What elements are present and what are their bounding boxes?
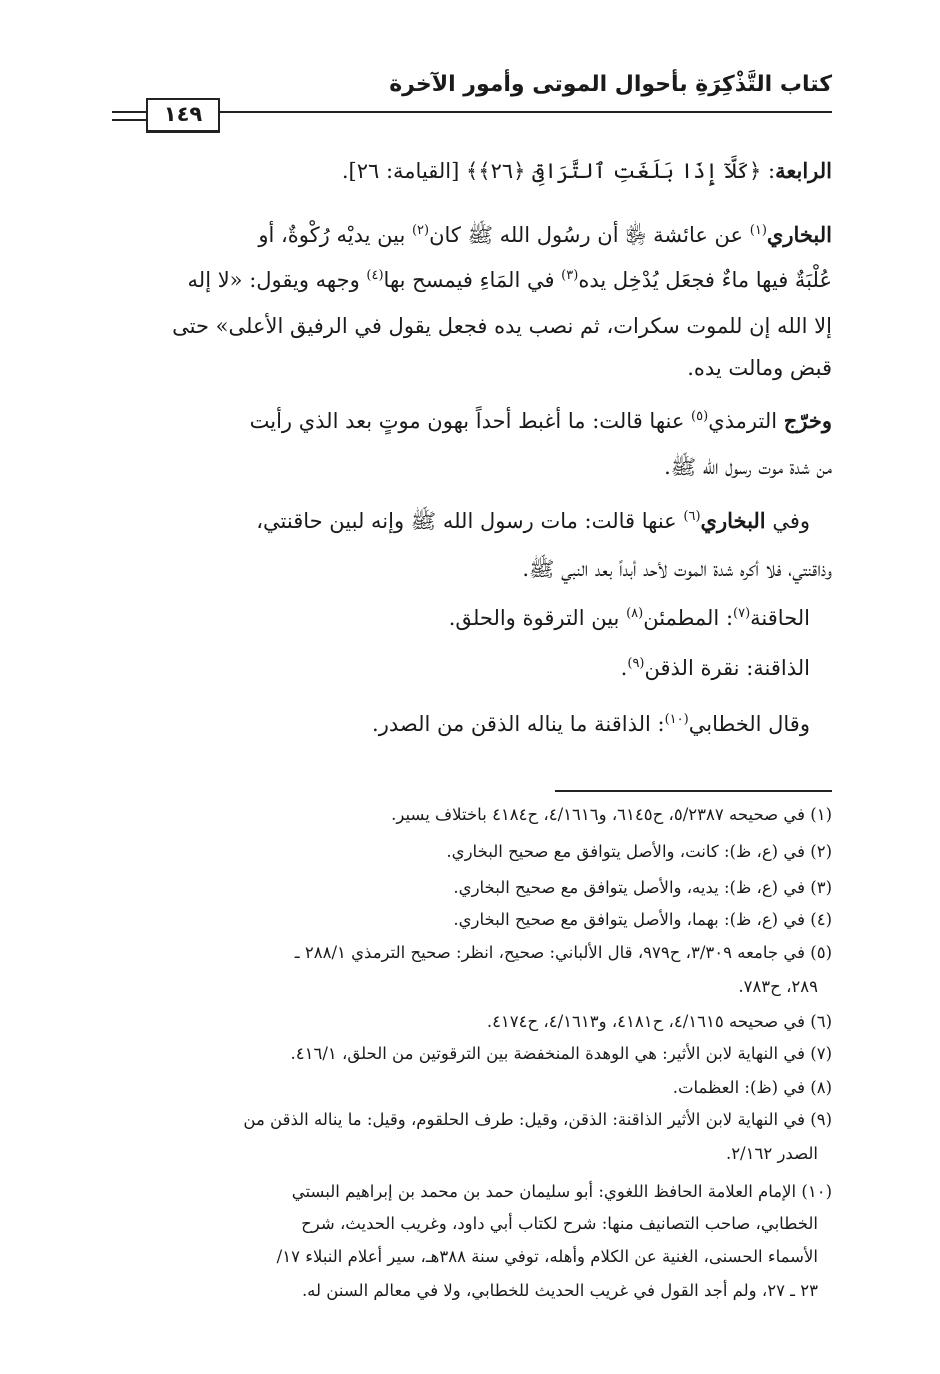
text-run: : الذاقنة ما يناله الذقن من الصدر.	[372, 712, 665, 736]
footnote-line: الصدر ٢/١٦٢.	[725, 1144, 818, 1163]
footnote-line: (٧) في النهاية لابن الأثير: هي الوهدة المنخفضة بين الترقوتين من الحلق، ٤١٦/١.	[290, 1044, 832, 1063]
footnote-line: (١٠) الإمام العلامة الحافظ اللغوي: أبو سليمان حمد بن محمد بن إبراهيم البستي	[291, 1182, 832, 1201]
footnote-line: الأسماء الحسنى، الغنية عن الكلام وأهله، توفي سنة ٣٨٨هـ، سير أعلام النبلاء ١٧/	[276, 1247, 818, 1266]
text-run: : المطمئن	[643, 606, 734, 630]
text-line	[342, 158, 832, 183]
text-run: البخاري	[700, 508, 766, 533]
footnote-line: (٦) في صحيحه ٤/١٦١٥، ح٤١٨١، و٤/١٦١٣، ح٤١٧٤.	[486, 1012, 832, 1031]
text-run: بين الترقوة والحلق.	[448, 606, 627, 630]
footnote-line: ٢٨٩، ح٧٨٣.	[738, 977, 818, 996]
text-line	[188, 268, 832, 292]
footnote-ref: (٣)	[561, 268, 579, 283]
text-run: الرابعة	[775, 158, 832, 183]
footnote-line: (٥) في جامعه ٣/٣٠٩، ح٩٧٩، قال الألباني: صحيح، انظر: صحيح الترمذي ٢٨٨/١ ـ	[294, 943, 832, 962]
footnote-line: (١) في صحيحه ٥/٢٣٨٧، ح٦١٤٥، و٤/١٦١٦، ح٤١٨٤ باختلاف يسير.	[391, 805, 832, 824]
text-run: عنها قالت: ما أغبط أحداً بهون موتٍ بعد الذي رأيت	[249, 409, 692, 433]
text-run: في المَاءِ فيمسح بها	[383, 268, 562, 292]
footnote-separator	[555, 790, 832, 792]
text-run: الذاقنة: نقرة الذقن	[644, 656, 810, 680]
footnote-line: (٤) في (ع، ظ): بهما، والأصل يتوافق مع صحيح البخاري.	[453, 910, 832, 929]
text-run: وذاقنتي، فلا أكره شدة الموت لأحد أبداً بعد النبي ﷺ.	[522, 557, 832, 581]
footnote-line: الخطابي، صاحب التصانيف منها: شرح لكتاب أبي داود، وغريب الحديث، شرح	[301, 1214, 818, 1233]
footnote-line: (٢) في (ع، ظ): كانت، والأصل يتوافق مع صحيح البخاري.	[446, 842, 832, 861]
text-run: وفي	[765, 509, 810, 533]
footnote-ref: (١٠)	[664, 712, 689, 727]
text-run: من شدة موت رسول الله ﷺ.	[664, 455, 832, 479]
footnote-ref: (٩)	[627, 656, 645, 671]
text-run: وخرّج	[783, 408, 832, 433]
text-run: عُلْبَةٌ فيها ماءٌ فجعَل يُدْخِل يده	[578, 268, 832, 292]
footnote-line: (٨) في (ظ): العظمات.	[672, 1078, 832, 1097]
text-run: وجهه ويقول: «لا إله	[187, 268, 367, 292]
footnote-line: ٢٣ ـ ٢٧، ولم أجد القول في غريب الحديث للخطابي، ولا في معالم السنن له.	[301, 1281, 818, 1300]
footnote-ref: (٤)	[366, 268, 384, 283]
text-line	[256, 508, 810, 539]
text-line	[172, 314, 832, 338]
text-line	[449, 606, 810, 630]
text-run: .	[620, 656, 628, 680]
text-run: الحاقنة	[750, 606, 810, 630]
text-run: عن عائشة ﵂ أن رسُول الله ﷺ كان	[429, 223, 750, 247]
footnote-ref: (٢)	[411, 223, 430, 238]
header-rule-short	[112, 119, 150, 121]
footnote-ref: (٧)	[733, 606, 751, 621]
header-rule	[112, 111, 832, 113]
text-line	[687, 356, 832, 380]
footnote-ref: (١)	[749, 223, 767, 238]
text-line	[522, 556, 832, 587]
text-line	[621, 656, 810, 680]
running-title: كتاب التَّذْكِرَةِ بأحوال الموتى وأمور الآخرة	[389, 72, 832, 97]
text-run: الترمذي	[708, 409, 784, 433]
text-line	[250, 408, 832, 433]
text-run: بين يديْه رُكْوةٌ، أو	[258, 223, 412, 247]
text-run: إلا الله إن للموت سكرات، ثم نصب يده فجعل يقول في الرفيق الأعلى» حتى	[172, 314, 832, 338]
footnote-ref: (٦)	[683, 509, 701, 524]
text-run: البخاري	[766, 222, 832, 247]
text-line	[258, 222, 832, 253]
text-line	[664, 454, 832, 485]
text-run: : ﴿كَلَّآ إِذَا بَلَغَتِ ٱلتَّرَاقِىَ ﴿٢٦﴾﴾ [القيامة: ٢٦].	[341, 159, 776, 183]
text-run: وقال الخطابي	[688, 712, 810, 736]
footnote-ref: (٥)	[691, 409, 709, 424]
page-number: ١٤٩	[163, 102, 203, 126]
footnote-ref: (٨)	[626, 606, 644, 621]
text-run: عنها قالت: مات رسول الله ﷺ وإنه لبين حاقنتي،	[256, 509, 684, 533]
footnote-line: (٣) في (ع، ظ): يديه، والأصل يتوافق مع صحيح البخاري.	[453, 878, 832, 897]
text-run: قبض ومالت يده.	[687, 356, 832, 380]
page-number-box	[146, 98, 220, 133]
footnote-line: (٩) في النهاية لابن الأثير الذاقنة: الذقن، وقيل: طرف الحلقوم، وقيل: ما يناله الذقن من	[243, 1110, 832, 1129]
text-line	[372, 712, 810, 736]
